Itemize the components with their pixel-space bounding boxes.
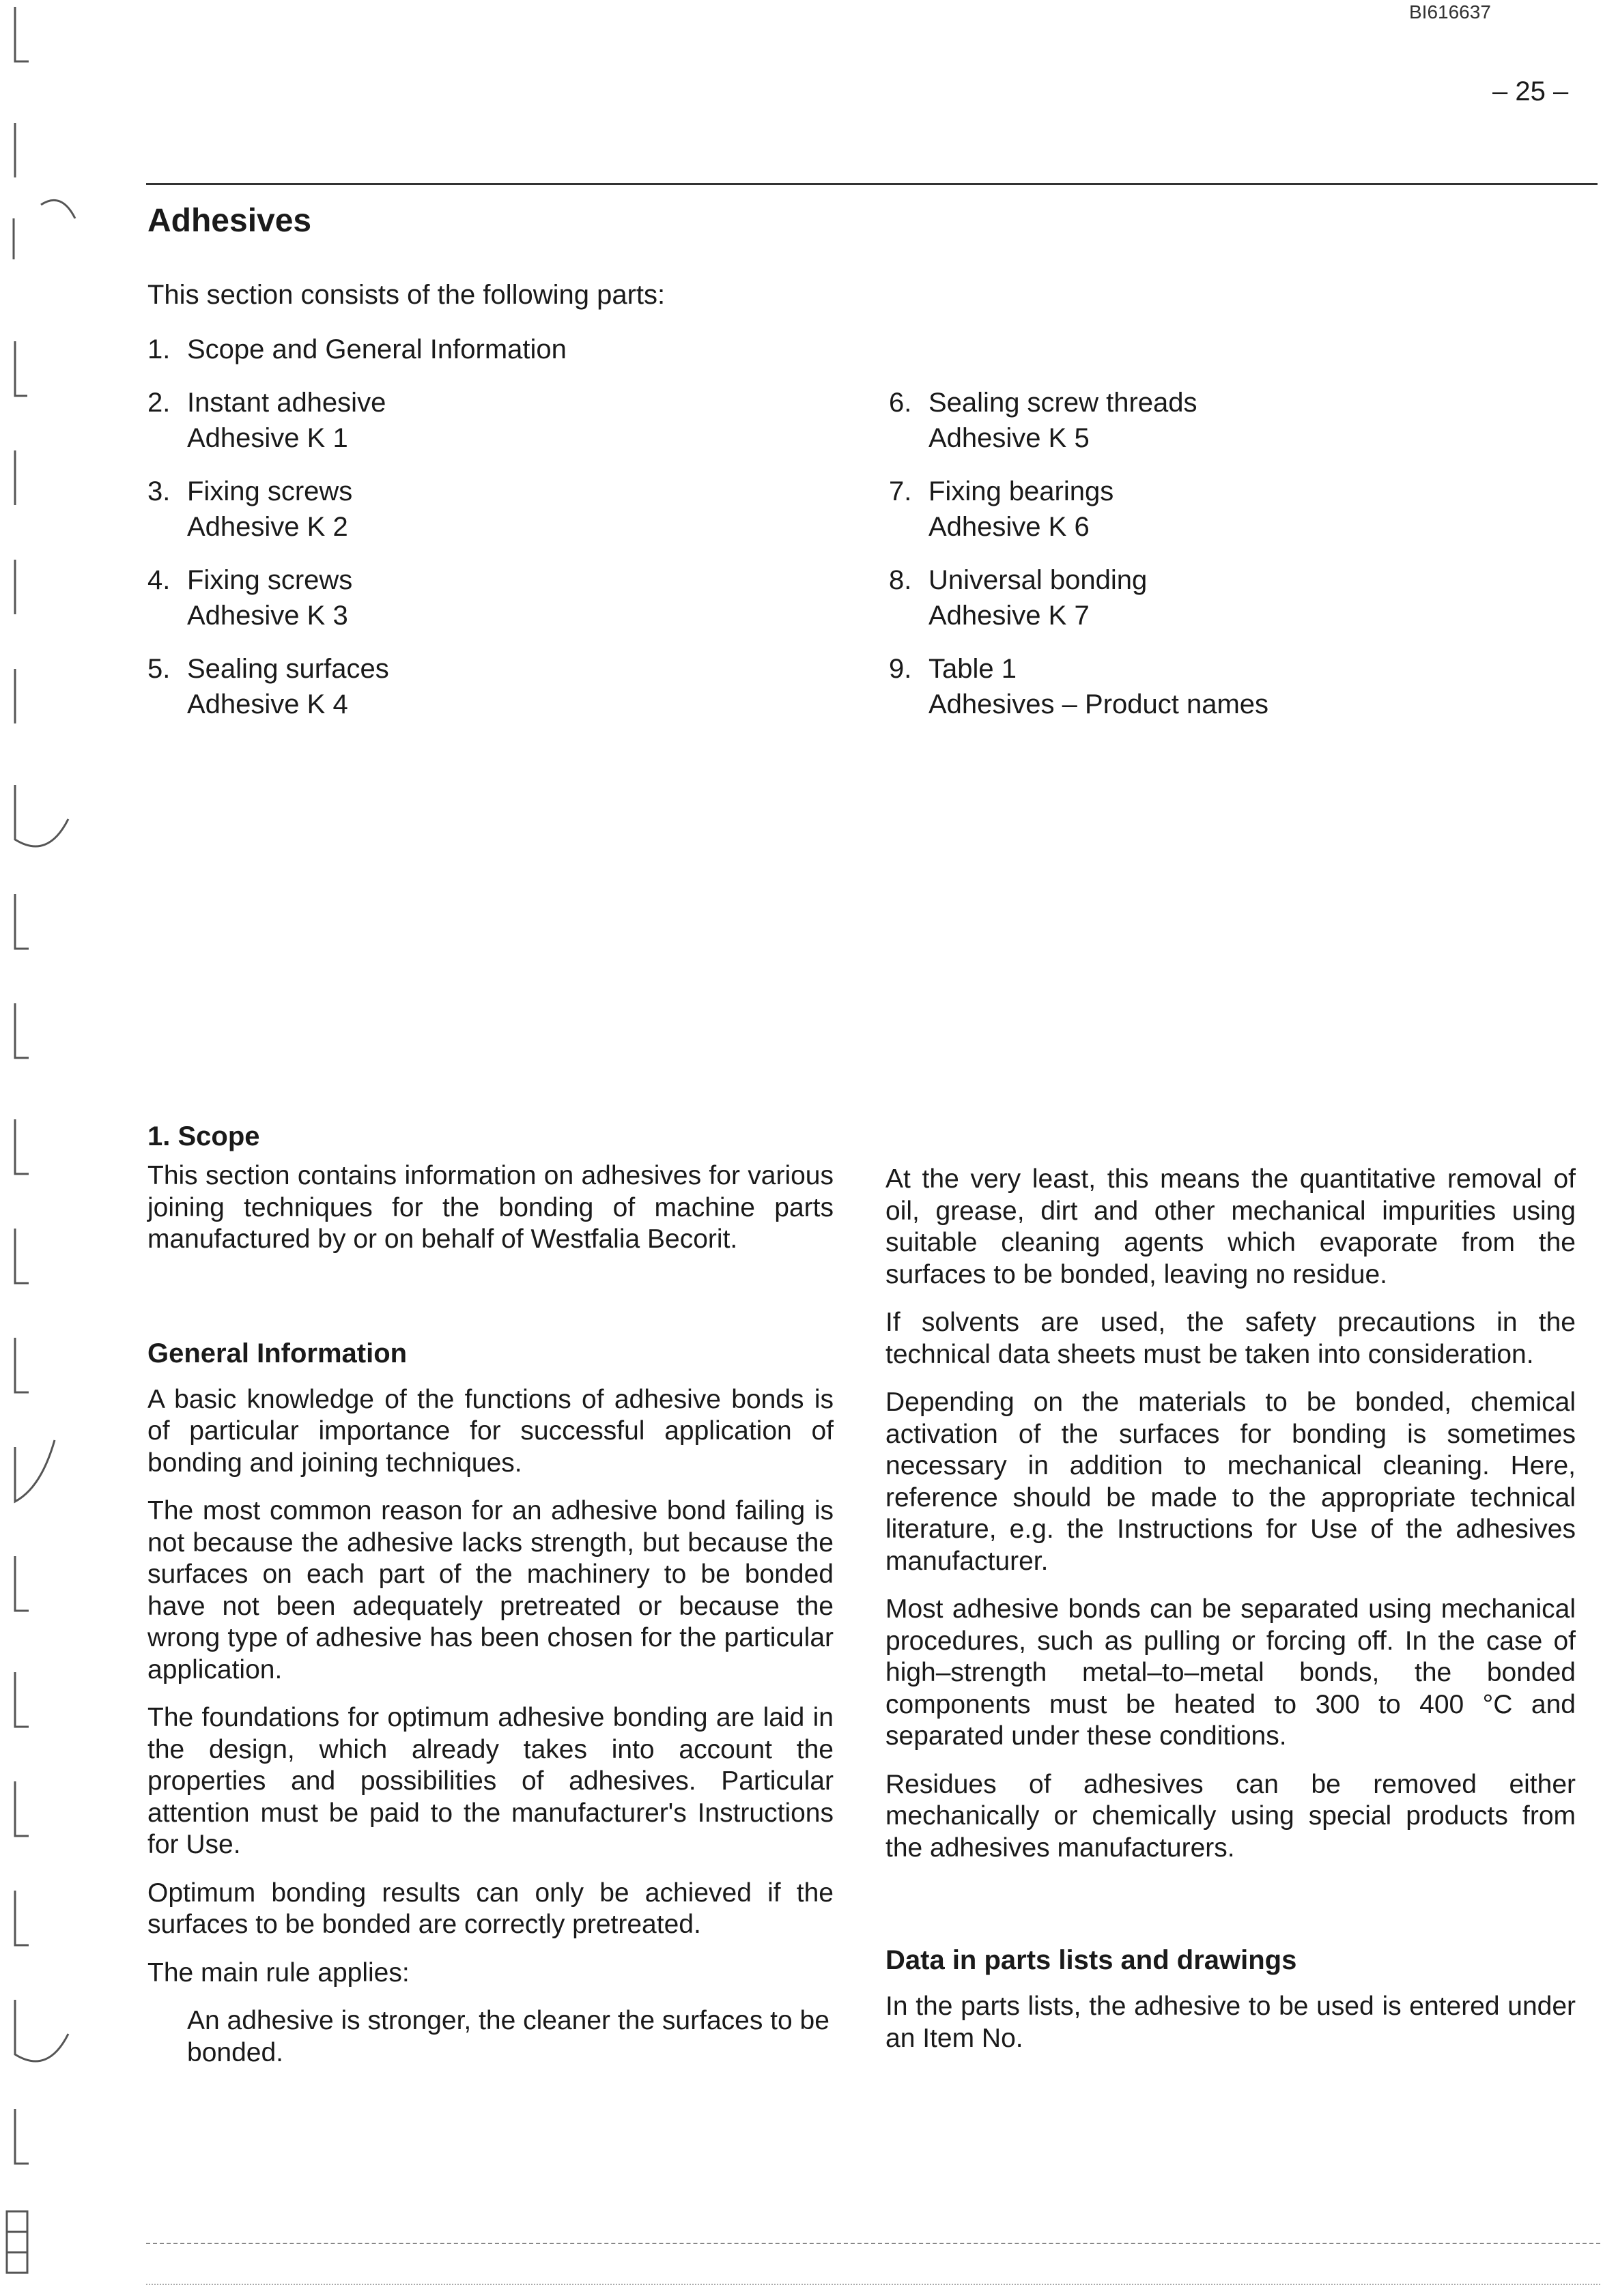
general-info-heading: General Information bbox=[147, 1338, 408, 1368]
toc-item-number: 3. bbox=[147, 476, 171, 506]
paragraph: If solvents are used, the safety precautions in the technical data sheets must be taken into consideration. bbox=[885, 1308, 1576, 1369]
toc-item bbox=[889, 562, 1572, 633]
toc-item-title: Fixing bearings bbox=[928, 476, 1114, 506]
toc-item bbox=[147, 651, 857, 722]
paragraph: Residues of adhesives can be removed either mechanically or chemically using special products from the adhesives manufacturers. bbox=[885, 1769, 1576, 1863]
paragraph: At the very least, this means the quantitative removal of oil, grease, dirt and other mechanical impurities using suitable cleaning agents which evaporate from the surfaces to be bonded, leaving no residue. bbox=[885, 1164, 1576, 1289]
toc-item-title: Table 1 bbox=[928, 654, 1017, 684]
toc-item-subtitle: Adhesive K 5 bbox=[928, 423, 1090, 453]
paragraph: The foundations for optimum adhesive bonding are laid in the design, which already takes into account the properties and possibilities of adhesives. Particular attention must be paid to the manufacturer's Instructions for Use. bbox=[147, 1703, 834, 1859]
toc-item bbox=[889, 385, 1572, 456]
toc-item-subtitle: Adhesive K 2 bbox=[187, 512, 348, 542]
toc-right bbox=[889, 385, 1572, 740]
toc-item-number: 7. bbox=[889, 476, 912, 506]
toc-item-title: Sealing surfaces bbox=[187, 654, 389, 684]
main-rule-text: An adhesive is stronger, the cleaner the surfaces to be bonded. bbox=[187, 2006, 829, 2067]
toc-item-number: 5. bbox=[147, 654, 171, 684]
paragraph: A basic knowledge of the functions of adhesive bonds is of particular importance for successful application of bonding and joining techniques. bbox=[147, 1384, 834, 1478]
toc-item-number: 4. bbox=[147, 565, 171, 595]
intro-text: This section consists of the following parts: bbox=[147, 280, 666, 310]
toc-item-subtitle: Adhesives – Product names bbox=[928, 689, 1269, 719]
binder-margin-marks bbox=[0, 0, 89, 2296]
paragraph: The most common reason for an adhesive bond failing is not because the adhesive lacks strength, but because the surfaces on each part of the machinery to be bonded have not been adequately pretreated or because the wrong type of adhesive has been chosen for the particular application. bbox=[147, 1496, 834, 1684]
toc-item bbox=[147, 385, 857, 456]
page-number: – 25 – bbox=[1492, 76, 1569, 106]
header-rule bbox=[146, 183, 1598, 185]
toc-item-subtitle: Adhesive K 1 bbox=[187, 423, 348, 453]
data-text: In the parts lists, the adhesive to be used is entered under an Item No. bbox=[885, 1992, 1576, 2053]
toc-item bbox=[147, 562, 857, 633]
toc-item-title: Fixing screws bbox=[187, 476, 353, 506]
toc-item-number: 6. bbox=[889, 388, 912, 418]
paragraph: The main rule applies: bbox=[147, 1957, 410, 1988]
toc-left bbox=[147, 332, 857, 740]
section-title: Adhesives bbox=[147, 203, 312, 239]
document-id: BI616637 bbox=[1409, 1, 1491, 23]
toc-item-title: Sealing screw threads bbox=[928, 388, 1197, 418]
toc-item bbox=[147, 332, 857, 367]
scope-heading: 1. Scope bbox=[147, 1121, 260, 1151]
toc-item bbox=[889, 474, 1572, 545]
toc-item-title: Fixing screws bbox=[187, 565, 353, 595]
left-column bbox=[147, 1119, 834, 2085]
paragraph: Optimum bonding results can only be achieved if the surfaces to be bonded are correctly pretreated. bbox=[147, 1878, 834, 1939]
paragraph: Depending on the materials to be bonded, chemical activation of the surfaces for bonding is sometimes necessary in addition to mechanical cleaning. Here, reference should be made to the appropriate technical literature, e.g. the Instructions for Use of the adhesives manufacturer. bbox=[885, 1388, 1576, 1576]
toc-item-subtitle: Adhesive K 4 bbox=[187, 689, 348, 719]
toc-item-number: 2. bbox=[147, 388, 171, 418]
toc-item-number: 1. bbox=[147, 334, 171, 364]
right-column bbox=[885, 1164, 1576, 2071]
toc-item bbox=[147, 474, 857, 545]
toc-item-subtitle: Adhesive K 3 bbox=[187, 601, 348, 631]
paragraph: Most adhesive bonds can be separated using mechanical procedures, such as pulling or forcing off. In the case of high–strength metal–to–metal bonds, the bonded components must be heated to 300 to 400 °C and separated under these conditions. bbox=[885, 1594, 1576, 1751]
toc-item-number: 8. bbox=[889, 565, 912, 595]
footer-rule bbox=[146, 2284, 1600, 2285]
toc-item bbox=[889, 651, 1572, 722]
footer-rule bbox=[146, 2243, 1600, 2244]
toc-item-subtitle: Adhesive K 7 bbox=[928, 601, 1090, 631]
toc-item-title: Universal bonding bbox=[928, 565, 1148, 595]
scope-text: This section contains information on adhesives for various joining techniques for the bonding of machine parts manufactured by or on behalf of Westfalia Becorit. bbox=[147, 1161, 834, 1254]
toc-item-number: 9. bbox=[889, 654, 912, 684]
toc-item-title: Scope and General Information bbox=[187, 334, 567, 364]
data-heading: Data in parts lists and drawings bbox=[885, 1945, 1297, 1975]
toc-item-title: Instant adhesive bbox=[187, 388, 386, 418]
toc-item-subtitle: Adhesive K 6 bbox=[928, 512, 1090, 542]
